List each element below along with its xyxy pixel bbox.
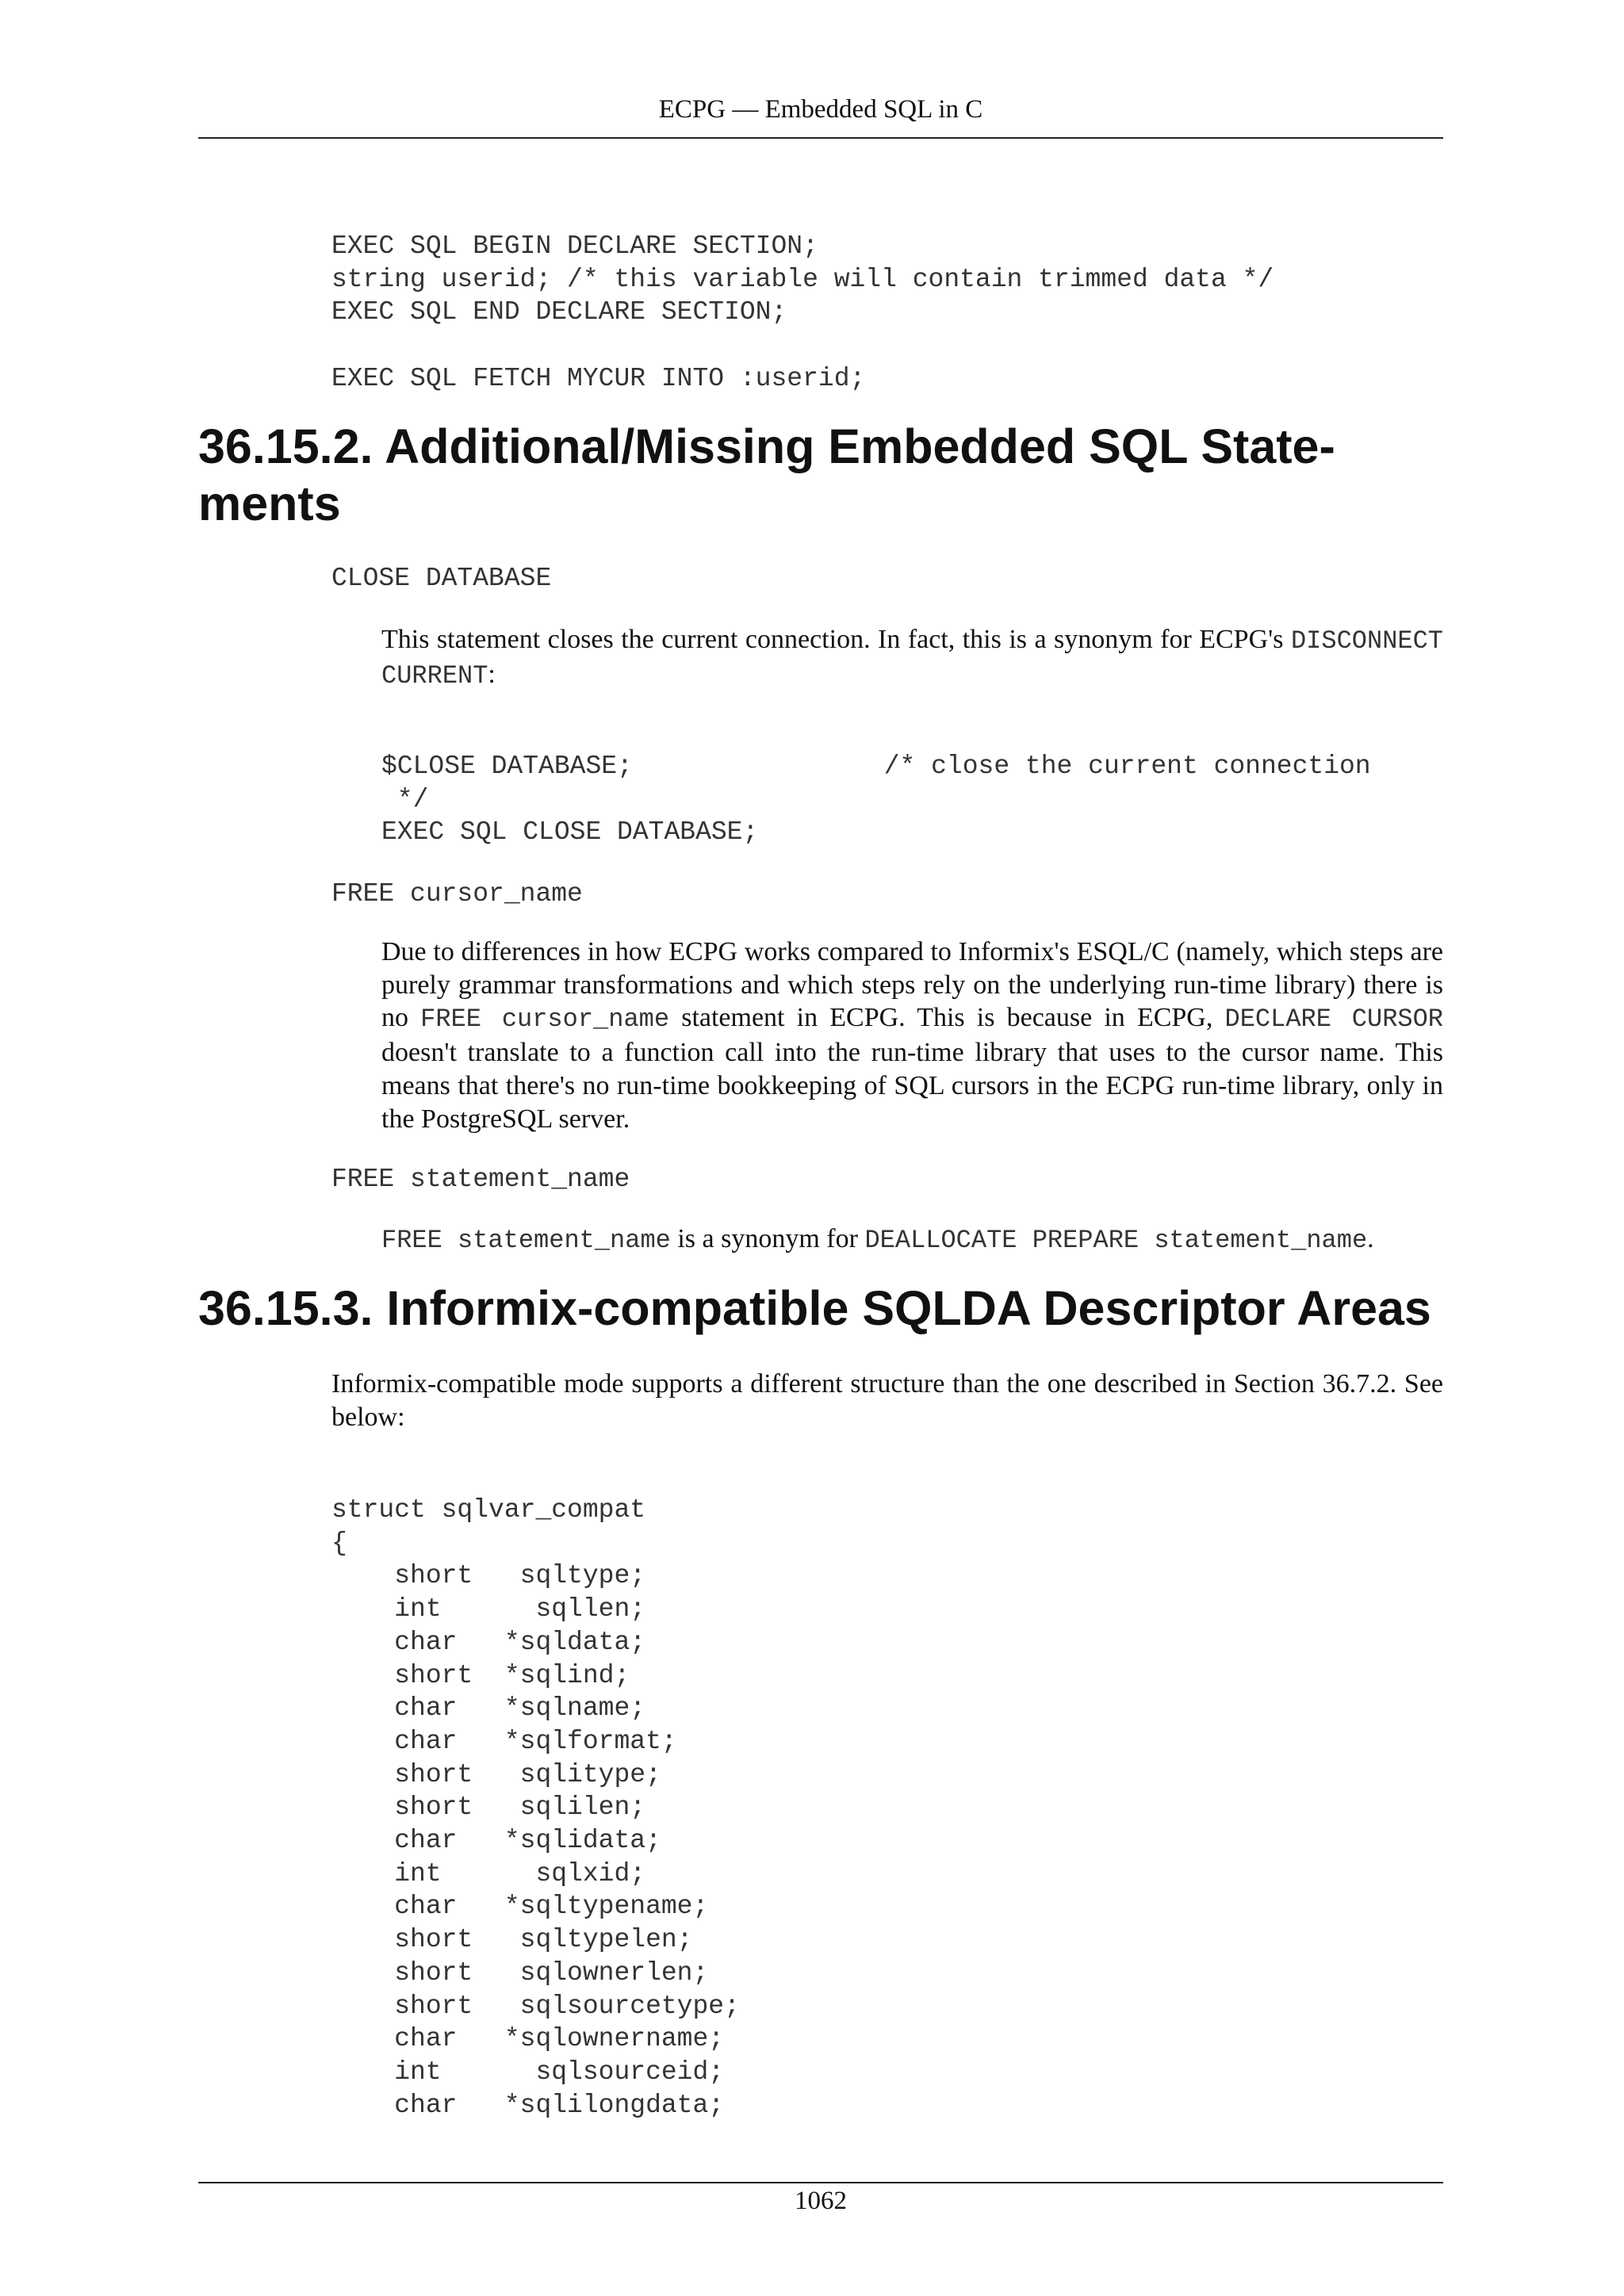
- inline-code: DECLARE CURSOR: [1224, 1004, 1444, 1035]
- text-run: doesn't translate to a function call into the run-time library that uses to the cursor name. This means that there's no run-time bookkeeping of SQL cursors in the ECPG run-time library, only in the PostgreSQL server.: [381, 1038, 1443, 1134]
- term-free-statement-name: FREE statement_name: [331, 1165, 630, 1194]
- code-block-declare-section: EXEC SQL BEGIN DECLARE SECTION; string userid; /* this variable will contain trimmed data */ EXEC SQL END DECLARE SECTION; EXEC SQL FETCH MYCUR INTO :userid;: [331, 232, 1274, 393]
- running-header: ECPG — Embedded SQL in C: [658, 95, 983, 124]
- section-heading-36-15-2: [198, 418, 1335, 532]
- text-run: statement in ECPG. This is because in ECPG,: [669, 1003, 1225, 1033]
- term-close-database: CLOSE DATABASE: [331, 564, 552, 593]
- inline-code: DISCONNECT CURRENT: [381, 626, 1443, 691]
- header-rule: [198, 137, 1443, 139]
- footer-rule: [198, 2182, 1443, 2183]
- term-free-cursor-name: FREE cursor_name: [331, 879, 583, 909]
- sqlda-intro-paragraph: Informix-compatible mode supports a different structure than the one described in Section 36.7.2. See below:: [331, 1369, 1443, 1432]
- inline-code: FREE statement_name: [381, 1226, 671, 1255]
- free-statement-description: [381, 1223, 1443, 1257]
- page-number: 1062: [795, 2187, 847, 2215]
- section-heading-line2: ments: [198, 476, 341, 530]
- section-heading-36-15-3: 36.15.3. Informix-compatible SQLDA Descriptor Areas: [198, 1281, 1431, 1335]
- text-run: This statement closes the current connection. In fact, this is a synonym for ECPG's: [381, 625, 1291, 654]
- close-database-description: [381, 623, 1443, 692]
- text-run: is a synonym for: [670, 1224, 865, 1253]
- section-heading-line1: 36.15.2. Additional/Missing Embedded SQL State-: [198, 419, 1335, 473]
- code-block-close-database: $CLOSE DATABASE; /* close the current connection */ EXEC SQL CLOSE DATABASE;: [381, 752, 1371, 848]
- text-run: .: [1367, 1224, 1374, 1253]
- text-run: :: [488, 659, 496, 689]
- inline-code: FREE cursor_name: [420, 1004, 670, 1035]
- code-block-sqlvar-compat: struct sqlvar_compat { short sqltype; int sqllen; char *sqldata; short *sqlind; char *sqlname; char *sqlformat; short sqlitype; short sqlilen; char *sqlidata; int sqlxid; char *sqltypename; short sqltypelen; short sqlownerlen; short sqlsourcetype; char *sqlownername; int sqlsourceid; char *sqlilongdata;: [331, 1495, 740, 2120]
- inline-code: DEALLOCATE PREPARE statement_name: [864, 1226, 1368, 1255]
- text-run: Due to differences in how ECPG works compared to Informix's ESQL/C (namely, which steps are purely grammar transformations and which steps rely on the underlying run-time library) there is no: [381, 937, 1443, 1033]
- free-cursor-description: [381, 936, 1443, 1135]
